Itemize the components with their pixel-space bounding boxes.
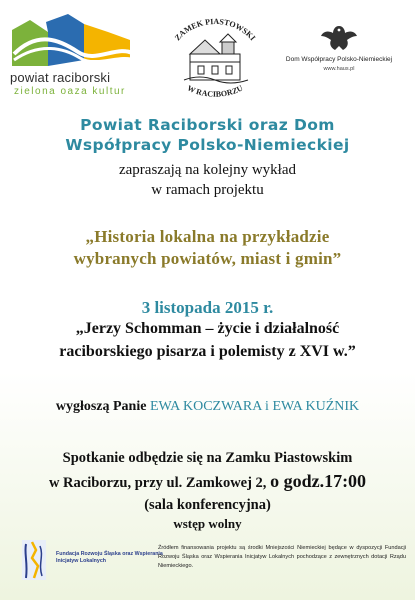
invite-line-2: w ramach projektu	[151, 182, 264, 198]
meeting-time: o godz.17:00	[270, 471, 367, 491]
invite-line-1: zapraszają na kolejny wykład	[118, 162, 296, 178]
dom-logo-website: www.haus.pl	[323, 66, 355, 72]
meeting-room: (sala konferencyjna)	[144, 497, 271, 513]
meeting-address: w Raciborzu, przy ul. Zamkowej 2,	[48, 475, 267, 491]
funding-note: Źródłem finansowania projektu są środki Mniejszości Niemieckiej będące w dyspozycji Fundacji Rozwoju Śląska oraz Wspierania Inicjatyw Lokalnych pochodzące z zewnętrznych dotacji Rządu Niemieckiego.	[158, 545, 406, 569]
speakers-names: EWA KOCZWARA i EWA KUŹNIK	[149, 399, 360, 414]
svg-text:W RACIBORZU	[186, 83, 245, 98]
fundacja-logo	[14, 538, 163, 590]
eagle-emblem-icon	[319, 22, 359, 54]
event-date: 3 listopada 2015 r.	[141, 298, 274, 317]
speakers-line	[0, 399, 415, 415]
meeting-line-2	[0, 471, 415, 492]
lecture-title-line-1: „Jerzy Schomman – życie i działalność	[75, 320, 340, 337]
powiat-logo-line2: zielona oaza kultur	[14, 86, 126, 97]
svg-text:ZAMEK PIASTOWSKI	[173, 17, 257, 42]
organizer-line-2: Współpracy Polsko-Niemieckiej	[65, 136, 350, 154]
powiat-emblem-icon	[8, 10, 143, 70]
speakers-prefix: wygłoszą Panie	[55, 399, 147, 414]
castle-emblem-icon	[160, 14, 270, 104]
powiat-logo-line1: powiat raciborski	[10, 70, 111, 85]
lecture-title-line-2: raciborskiego pisarza i polemisty z XVI w.”	[59, 343, 356, 360]
zamek-logo-top-text: ZAMEK PIASTOWSKI	[172, 16, 258, 43]
entry-info: wstęp wolny	[173, 516, 242, 531]
powiat-raciborski-logo	[8, 10, 143, 100]
dom-logo-name: Dom Współpracy Polsko-Niemieckiej	[285, 56, 393, 63]
project-title-line-2: wybranych powiatów, miast i gmin”	[73, 249, 342, 268]
meeting-line-1: Spotkanie odbędzie się na Zamku Piastowskim	[62, 450, 353, 466]
fundacja-emblem-icon	[14, 538, 54, 584]
zamek-logo-bottom-text: W RACIBORZU	[185, 83, 245, 99]
project-title-line-1: „Historia lokalna na przykładzie	[85, 227, 330, 246]
organizer-line-1: Powiat Raciborski oraz Dom	[80, 116, 335, 134]
fundacja-name: Fundacja Rozwoju Śląska oraz Wspierania Inicjatyw Lokalnych	[56, 551, 163, 564]
zamek-piastowski-logo	[160, 14, 270, 104]
dom-wspolpracy-logo	[268, 22, 410, 82]
